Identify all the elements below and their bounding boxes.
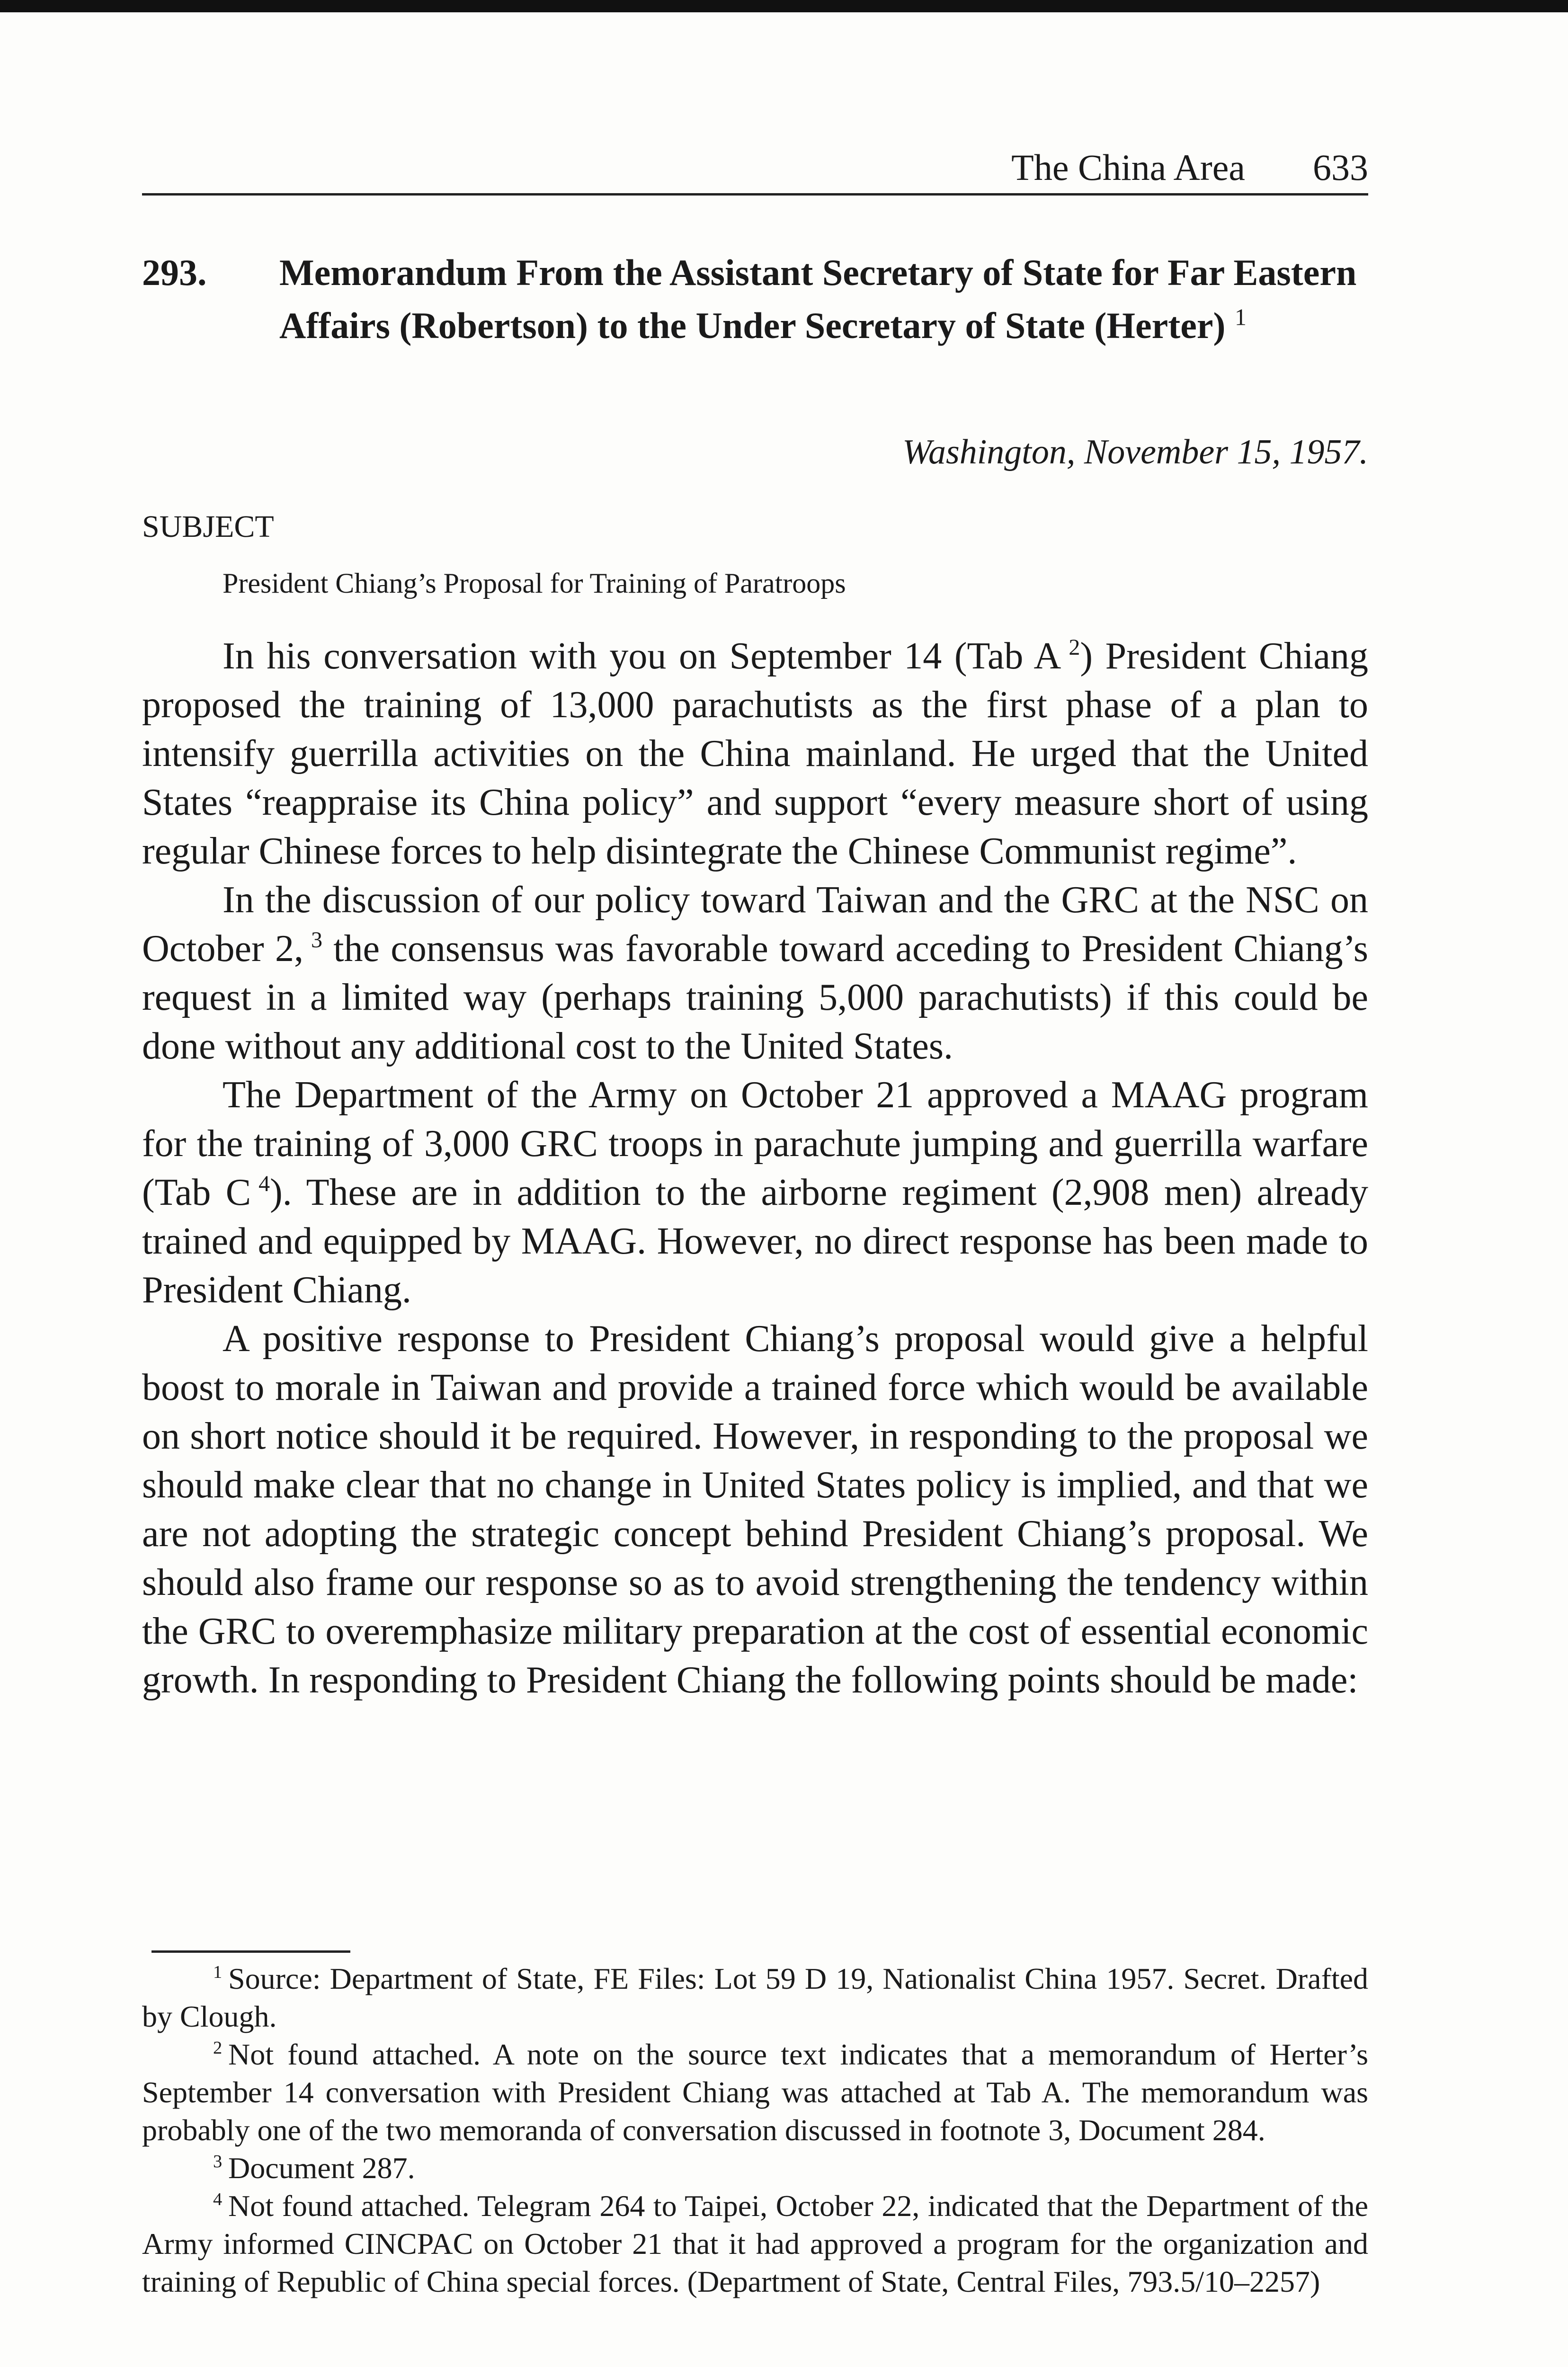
footnotes (142, 1960, 1368, 2301)
section-title: The China Area (1011, 147, 1245, 188)
footnote-text: Not found attached. A note on the source text indicates that a memorandum of Herter’s September 14 conversation with President Chiang was attached at Tab A. The memorandum was probably one of the two memoranda of conversation discussed in footnote 3, Document 284. (142, 2038, 1368, 2147)
title-footnote-ref: 1 (1234, 303, 1247, 330)
running-header (142, 142, 1368, 196)
footnote-1 (142, 1960, 1368, 2036)
footnote-ref-2: 2 (1069, 635, 1080, 660)
paragraph-1-part-a: In his conversation with you on September 14 (Tab A (223, 635, 1061, 677)
paragraph-1-part-b: ) President Chiang proposed the training of 13,000 parachutists as the first phase of a plan to intensify guerrilla activities on the China mainland. He urged that the United States “reappraise its China policy” and support “every measure short of using regular Chinese forces to help disintegrate the Chinese Communist regime”. (142, 635, 1369, 872)
footnote-3 (142, 2149, 1368, 2187)
paragraph-1 (142, 632, 1368, 876)
paragraph-2-part-b: the consensus was favorable toward acceding to President Chiang’s request in a limited way (perhaps training 5,000 parachutists) if this could be done without any additional cost to the United States. (142, 928, 1368, 1067)
memo-body (142, 632, 1368, 1705)
footnote-mark: 4 (213, 2189, 223, 2209)
footnote-mark: 1 (213, 1962, 223, 1982)
paragraph-3 (142, 1071, 1368, 1315)
footnote-separator (151, 1950, 350, 1953)
paragraph-3-part-b: ). These are in addition to the airborne regiment (2,908 men) already trained and equipped by MAAG. However, no direct response has been made to President Chiang. (142, 1172, 1368, 1311)
paragraph-4: A positive response to President Chiang’s proposal would give a helpful boost to morale in Taiwan and provide a trained force which would be available on short notice should it be required. However, in responding to the proposal we should make clear that no change in United States policy is implied, and that we are not adopting the strategic concept behind President Chiang’s proposal. We should also frame our response so as to avoid strengthening the tendency within the GRC to overemphasize military preparation at the cost of essential economic growth. In responding to President Chiang the following points should be made: (142, 1318, 1368, 1701)
page-number: 633 (1313, 147, 1368, 188)
footnote-text: Source: Department of State, FE Files: Lot 59 D 19, Nationalist China 1957. Secret. Drafted by Clough. (142, 1962, 1368, 2033)
document-title (279, 246, 1368, 352)
footnote-mark: 2 (213, 2038, 223, 2058)
subject-text: President Chiang’s Proposal for Training of Paratroops (223, 568, 846, 599)
scan-edge-bar (0, 0, 1568, 12)
subject-label: SUBJECT (142, 509, 274, 544)
footnote-ref-4: 4 (258, 1171, 270, 1197)
paragraph-2-part-a: In the discussion of our policy toward Taiwan and the GRC at the NSC on October 2, (142, 879, 1368, 970)
document-number: 293. (142, 252, 207, 293)
footnote-4 (142, 2187, 1368, 2301)
footnote-ref-3: 3 (311, 927, 322, 953)
paragraph-2 (142, 876, 1368, 1071)
document-title-text: Memorandum From the Assistant Secretary of State for Far Eastern Affairs (Robertson) to the Under Secretary of State (Herter) (279, 252, 1357, 346)
footnote-text: Document 287. (228, 2151, 415, 2185)
footnote-text: Not found attached. Telegram 264 to Taipei, October 22, indicated that the Department of the Army informed CINCPAC on October 21 that it had approved a program for the organization and training of Republic of China special forces. (Department of State, Central Files, 793.5/10–2257) (142, 2189, 1368, 2298)
dateline: Washington, November 15, 1957. (902, 433, 1368, 472)
paragraph-3-part-a: The Department of the Army on October 21 approved a MAAG program for the training of 3,000 GRC troops in parachute jumping and guerrilla warfare (Tab C (142, 1074, 1368, 1213)
footnote-2 (142, 2036, 1368, 2149)
footnote-mark: 3 (213, 2151, 223, 2171)
